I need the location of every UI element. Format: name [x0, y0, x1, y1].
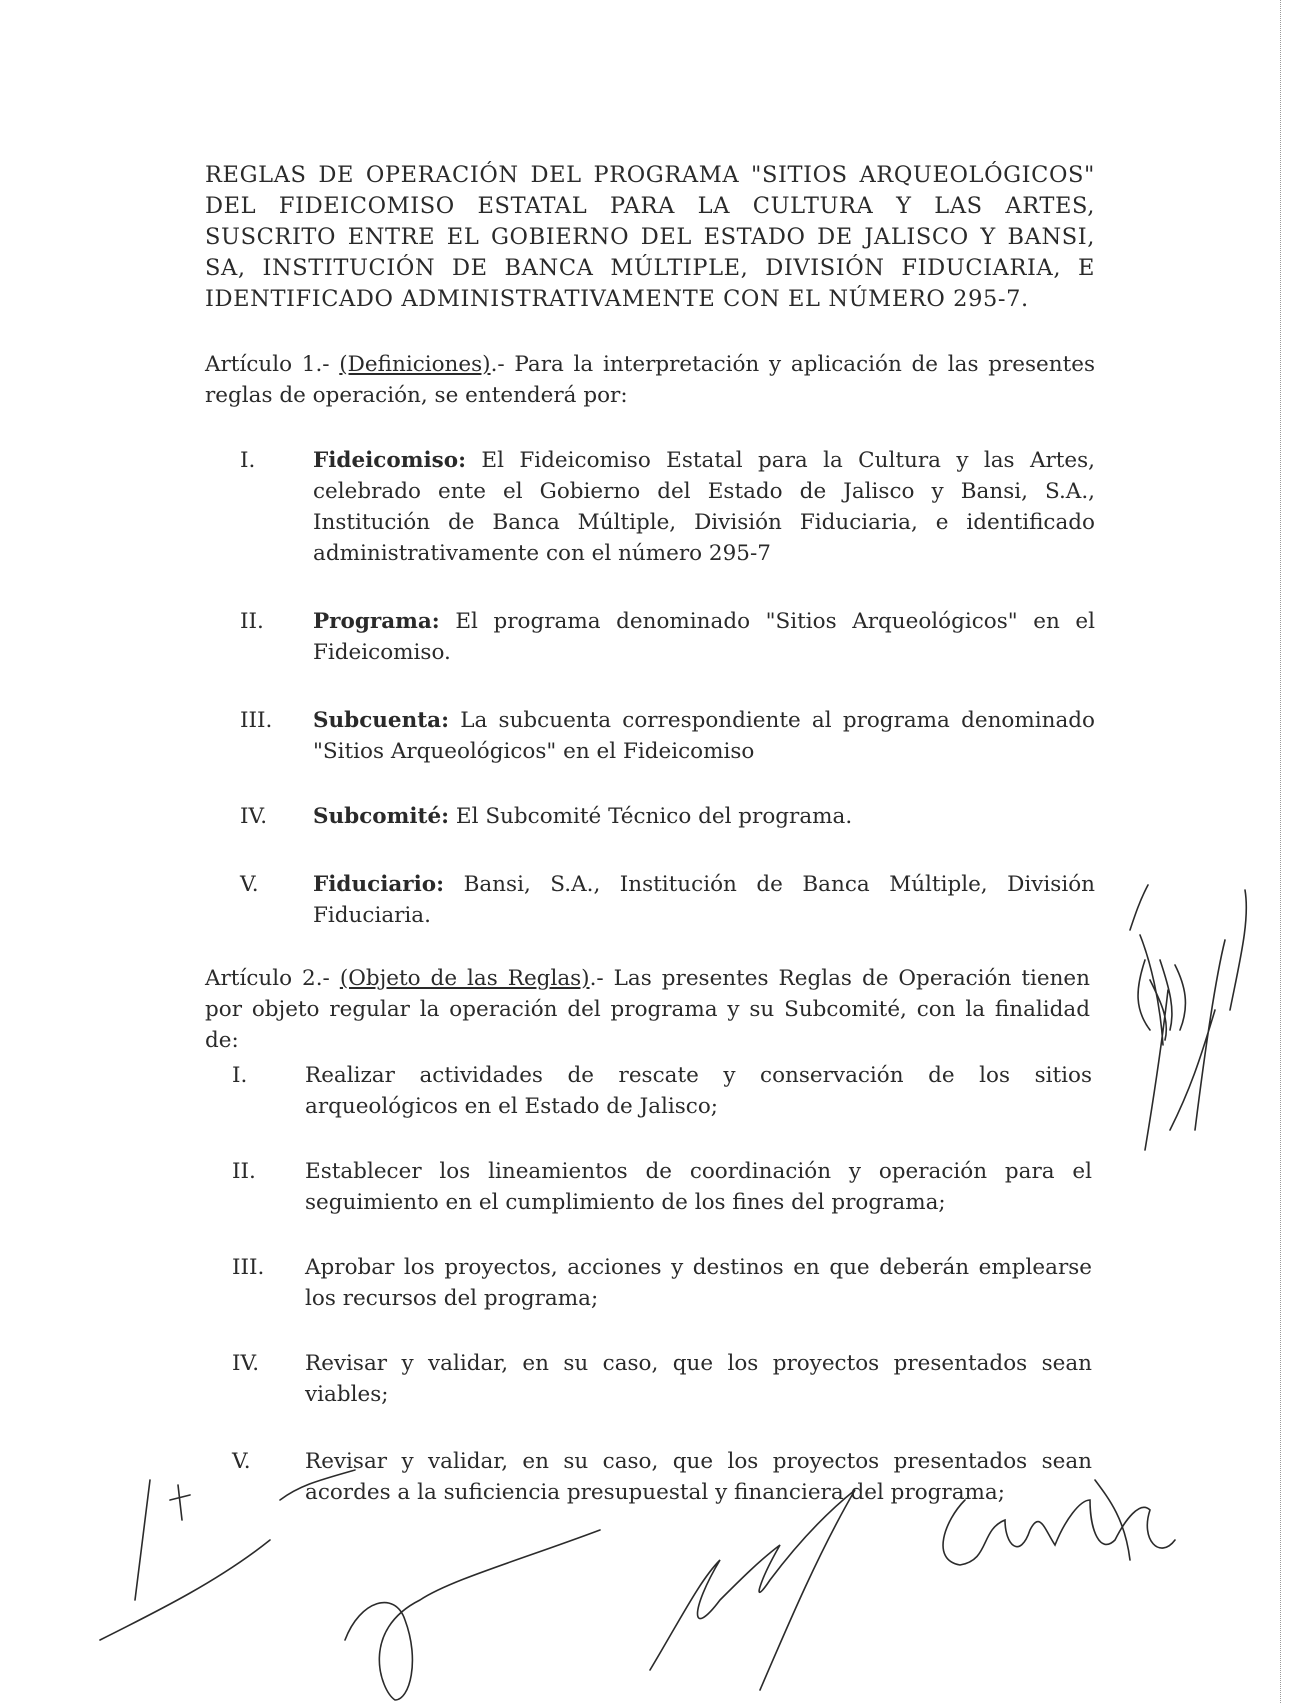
- item-number: V.: [232, 1449, 251, 1474]
- item-text: [313, 445, 1095, 569]
- title-line-4: SA, INSTITUCIÓN DE BANCA MÚLTIPLE, DIVISIÓN FIDUCIARIA, E: [205, 255, 1095, 281]
- page-edge-line: [1280, 0, 1281, 1703]
- left-margin-mark: [135, 1480, 190, 1600]
- item-number: III.: [240, 708, 273, 733]
- item-number: IV.: [240, 804, 268, 829]
- item-text: Establecer los lineamientos de coordinación y operación para el seguimiento en el cumplimiento de los fines del programa;: [305, 1159, 1092, 1215]
- item-number: I.: [232, 1063, 248, 1088]
- item-text: Aprobar los proyectos, acciones y destinos en que deberán emplearse los recursos del programa;: [305, 1255, 1092, 1311]
- item-number: II.: [232, 1159, 256, 1184]
- item-term: Subcomité:: [313, 804, 450, 829]
- item-term: Programa:: [313, 609, 440, 634]
- item-definition: La subcuenta correspondiente al programa denominado "Sitios Arqueológicos" en el Fideicomiso: [313, 708, 1095, 764]
- article-2-text: .- Las presentes Reglas de Operación tienen por objeto regular la operación del programa y su Subcomité, con la finalidad de:: [205, 966, 1090, 1053]
- item-number: V.: [240, 872, 259, 897]
- article-2-label: Artículo 2.-: [205, 966, 340, 991]
- article-1-heading: (Definiciones): [339, 352, 491, 377]
- item-text: Revisar y validar, en su caso, que los proyectos presentados sean acordes a la suficiencia presupuestal y financiera del programa;: [305, 1449, 1092, 1505]
- item-text: [313, 705, 1095, 767]
- item-term: Fiduciario:: [313, 872, 445, 897]
- item-number: III.: [232, 1255, 265, 1280]
- item-number: I.: [240, 448, 256, 473]
- signature-right: [943, 1500, 1175, 1565]
- item-number: II.: [240, 609, 264, 634]
- margin-initials: [1130, 885, 1172, 1150]
- item-text: Revisar y validar, en su caso, que los proyectos presentados sean viables;: [305, 1351, 1092, 1407]
- article-2-heading: (Objeto de las Reglas): [339, 966, 590, 991]
- document-title: [205, 160, 1095, 315]
- signature-left: [345, 1530, 600, 1700]
- article-1-intro: [205, 349, 1095, 411]
- item-text: [313, 606, 1095, 668]
- item-definition: El Subcomité Técnico del programa.: [449, 804, 853, 829]
- item-definition: Bansi, S.A., Institución de Banca Múltiple, División Fiduciaria.: [313, 872, 1095, 928]
- article-1-text: .- Para la interpretación y aplicación de las presentes reglas de operación, se entenderá por:: [205, 352, 1095, 408]
- item-text: [313, 801, 1095, 832]
- article-1-label: Artículo 1.-: [205, 352, 340, 377]
- item-text: [313, 869, 1095, 931]
- item-number: IV.: [232, 1351, 260, 1376]
- title-line-2: DEL FIDEICOMISO ESTATAL PARA LA CULTURA Y LAS ARTES,: [205, 193, 1095, 219]
- title-line-3: SUSCRITO ENTRE EL GOBIERNO DEL ESTADO DE JALISCO Y BANSI,: [205, 224, 1095, 250]
- item-text: Realizar actividades de rescate y conservación de los sitios arqueológicos en el Estado de Jalisco;: [305, 1063, 1092, 1119]
- item-definition: El programa denominado "Sitios Arqueológicos" en el Fideicomiso.: [313, 609, 1095, 665]
- title-line-5: IDENTIFICADO ADMINISTRATIVAMENTE CON EL NÚMERO 295-7.: [205, 286, 1029, 312]
- item-term: Subcuenta:: [313, 708, 450, 733]
- signature-middle: [650, 1490, 855, 1690]
- title-line-1: REGLAS DE OPERACIÓN DEL PROGRAMA "SITIOS ARQUEOLÓGICOS": [205, 162, 1095, 188]
- item-term: Fideicomiso:: [313, 448, 467, 473]
- article-2-intro: [205, 963, 1090, 1056]
- item-definition: El Fideicomiso Estatal para la Cultura y las Artes, celebrado ente el Gobierno del Estado de Jalisco y Bansi, S.A., Institución de Banca Múltiple, División Fiduciaria, e identificado administrativamente con el número 295-7: [313, 448, 1095, 566]
